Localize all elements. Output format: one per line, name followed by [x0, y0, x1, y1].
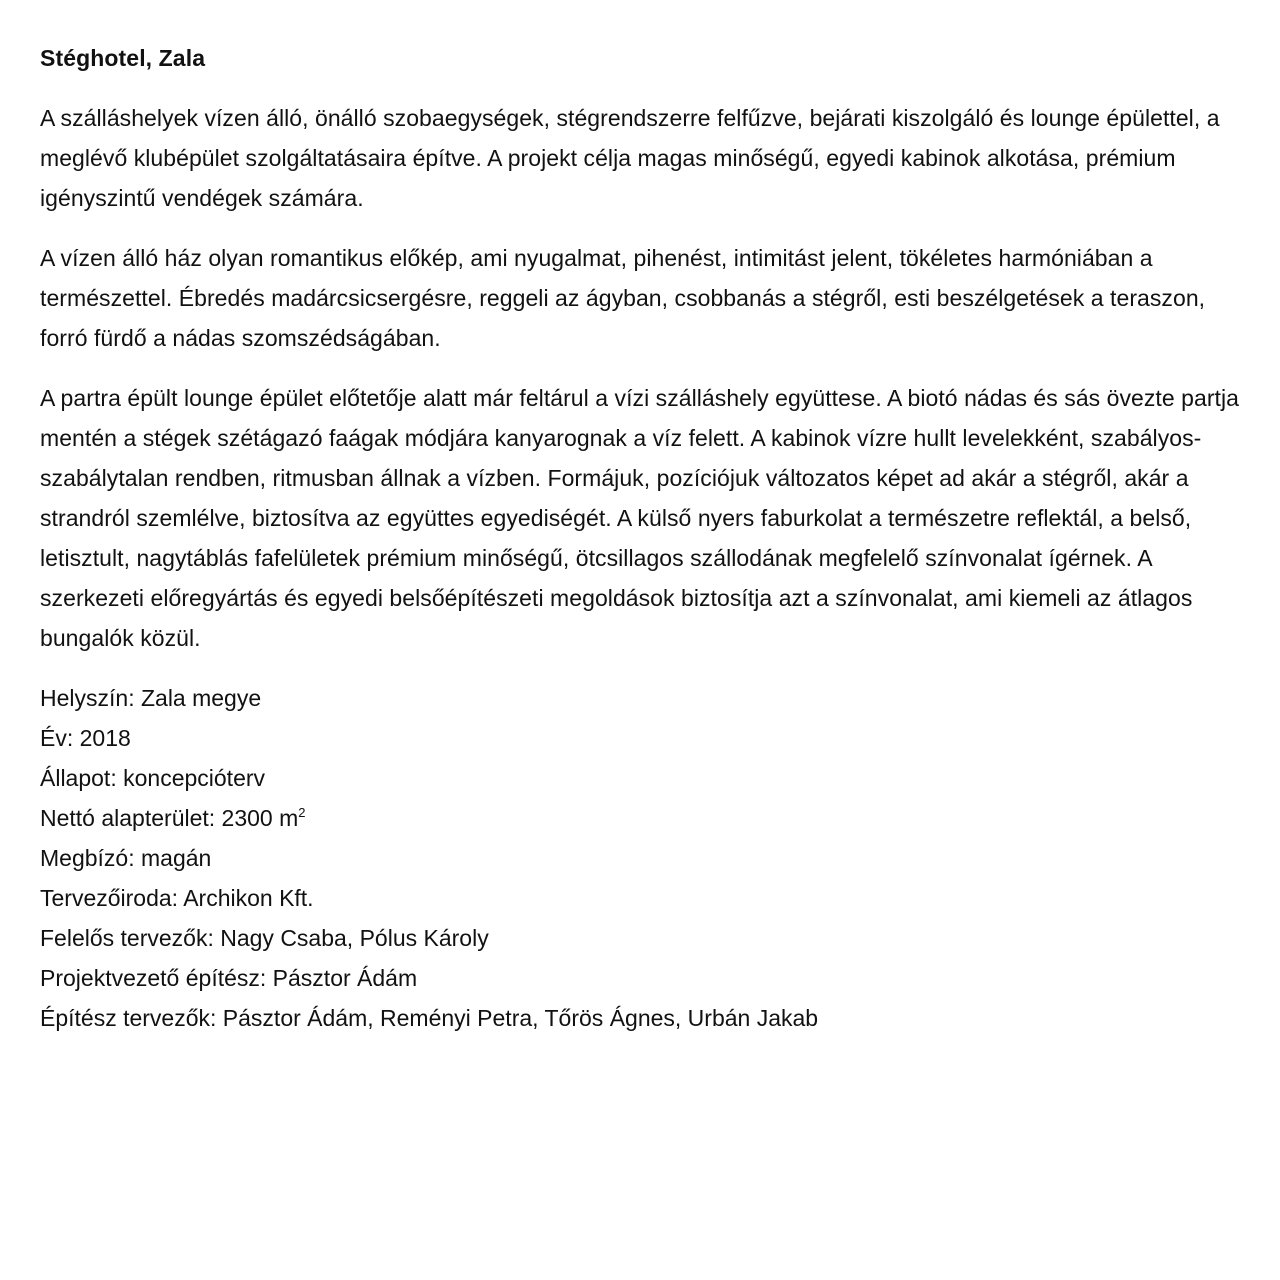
detail-lead-designers: Felelős tervezők: Nagy Csaba, Pólus Károly [40, 925, 489, 951]
detail-architects: Építész tervezők: Pásztor Ádám, Reményi Petra, Tőrös Ágnes, Urbán Jakab [40, 1005, 819, 1031]
detail-design-office: Tervezőiroda: Archikon Kft. [40, 885, 314, 911]
project-details-list [40, 678, 1250, 1038]
detail-project-architect: Projektvezető építész: Pásztor Ádám [40, 965, 418, 991]
concept-paragraph: A vízen álló ház olyan romantikus előkép, ami nyugalmat, pihenést, intimitást jelent, tökéletes harmóniában a természettel. Ébredés madárcsicsergésre, reggeli az ágyban, csobbanás a stégről, esti beszélgetések a teraszon, forró fürdő a nádas szomszédságában. [40, 245, 1206, 351]
detail-net-area-value: Nettó alapterület: 2300 m [40, 805, 299, 831]
area-unit-superscript: 2 [298, 805, 306, 820]
detail-year: Év: 2018 [40, 725, 131, 751]
detail-location: Helyszín: Zala megye [40, 685, 262, 711]
detail-status: Állapot: koncepcióterv [40, 765, 266, 791]
design-paragraph: A partra épült lounge épület előtetője alatt már feltárul a vízi szálláshely együttese. A biotó nádas és sás övezte partja mentén a stégek szétágazó faágak módjára kanyarognak a víz felett. A kabinok vízre hullt levelekként, szabályos-szabálytalan rendben, ritmusban állnak a vízben. Formájuk, pozíciójuk változatos képet ad akár a stégről, akár a strandról szemlélve, biztosítva az együttes egyediségét. A külső nyers faburkolat a természetre reflektál, a belső, letisztult, nagytáblás fafelületek prémium minőségű, ötcsillagos szállodának megfelelő színvonalat ígérnek. A szerkezeti előregyártás és egyedi belsőépítészeti megoldások biztosítja azt a színvonalat, ami kiemeli az átlagos bungalók közül. [40, 385, 1239, 651]
detail-client: Megbízó: magán [40, 845, 212, 871]
project-title: Stéghotel, Zala [40, 45, 206, 71]
detail-net-area [40, 798, 1250, 838]
project-article [40, 38, 1250, 1038]
intro-paragraph: A szálláshelyek vízen álló, önálló szobaegységek, stégrendszerre felfűzve, bejárati kiszolgáló és lounge épülettel, a meglévő klubépület szolgáltatásaira építve. A projekt célja magas minőségű, egyedi kabinok alkotása, prémium igényszintű vendégek számára. [40, 105, 1220, 211]
